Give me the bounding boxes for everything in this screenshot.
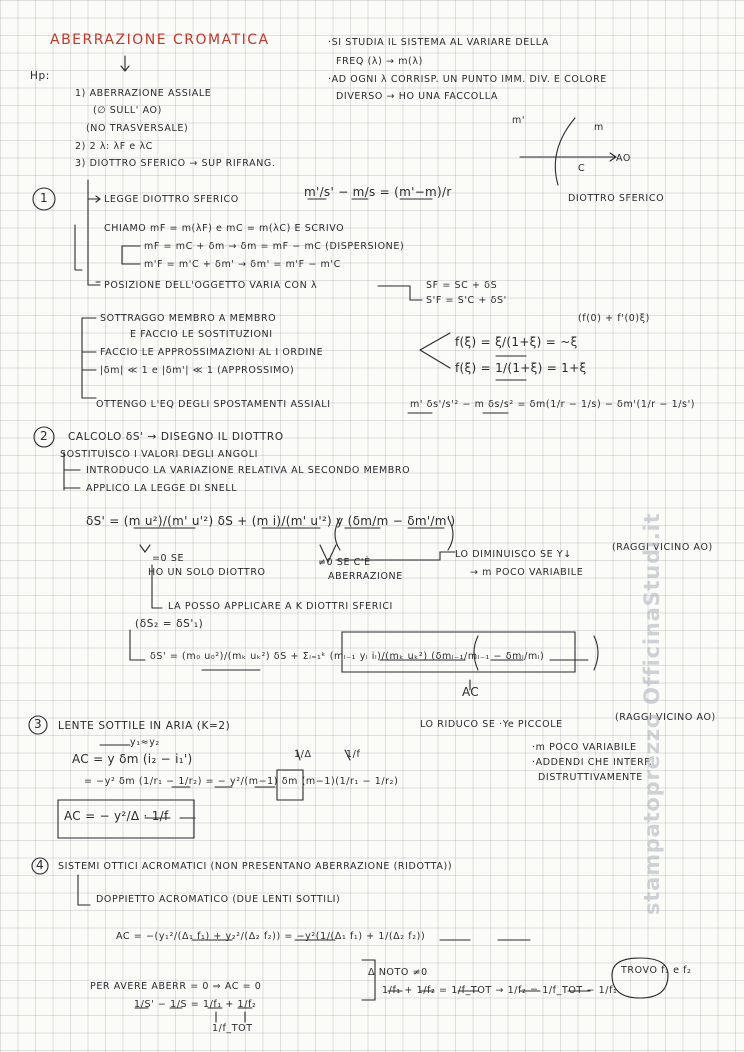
s1-dispersion-2: m'F = m'C + δm' → δm' = m'F − m'C: [144, 259, 341, 270]
hypothesis-3: 3) DIOTTRO SFERICO → SUP RIFRANG.: [75, 158, 276, 169]
s2-m-variable: → m POCO VARIABILE: [470, 567, 584, 578]
s4-condition: PER AVERE ABERR = 0 ⇒ AC = 0: [90, 981, 262, 992]
s2-rays-note: (RAGGI VICINO AO): [612, 542, 713, 553]
intro-line-3: ·AD OGNI λ CORRISP. UN PUNTO IMM. DIV. E COLORE: [328, 74, 607, 85]
diagram-ao: AO: [616, 153, 632, 164]
s1-approx-2: f(ξ) = 1/(1+ξ) = 1+ξ: [455, 361, 587, 375]
s3-frac-1: 1/Δ: [294, 749, 312, 760]
s4-trovo: TROVO f₁ e f₂: [621, 965, 692, 976]
s4-ftot: 1/f_TOT: [212, 1023, 253, 1034]
s3-bullet-1: ·m POCO VARIABILE: [532, 742, 637, 753]
diagram-m-prime: m': [512, 115, 526, 126]
s3-result: AC = − y²/Δ · 1/f: [64, 809, 169, 823]
section-1-number: 1: [40, 191, 48, 205]
s3-title: LENTE SOTTILE IN ARIA (K=2): [58, 720, 231, 732]
diagram-c: C: [578, 163, 586, 174]
s1-step-2: E FACCIO LE SOSTITUZIONI: [130, 329, 273, 340]
hypotheses-label: Hp:: [30, 70, 50, 82]
section-4-number: 4: [36, 858, 44, 872]
s1-dispersion-1: mF = mC + δm → δm = mF − mC (DISPERSIONE): [144, 241, 405, 252]
s2-calc: CALCOLO δS' → DISEGNO IL DIOTTRO: [68, 431, 284, 443]
page-title: ABERRAZIONE CROMATICA: [50, 32, 270, 48]
diagram-m: m: [594, 122, 604, 133]
s2-zero-if: =0 SE: [152, 553, 185, 564]
s2-introduce: INTRODUCO LA VARIAZIONE RELATIVA AL SECONDO MEMBRO: [86, 465, 411, 476]
s2-reduce: LO DIMINUISCO SE Y↓: [455, 549, 572, 560]
s1-law-equation: m'/s' − m/s = (m'−m)/r: [304, 185, 452, 199]
s1-step-3: FACCIO LE APPROSSIMAZIONI AL I ORDINE: [100, 347, 324, 358]
intro-line-4: DIVERSO → HO UNA FACCOLLA: [336, 91, 498, 102]
s1-law-label: LEGGE DIOTTRO SFERICO: [104, 194, 239, 205]
s3-reduce: LO RIDUCO SE ·Ye PICCOLE: [420, 719, 563, 730]
s1-pos-eq-1: SF = SC + δS: [426, 280, 498, 291]
s1-pos-eq-2: S'F = S'C + δS': [426, 295, 507, 306]
s2-aberration: ABERRAZIONE: [328, 571, 403, 582]
s4-sum: 1/f₁ + 1/f₂ = 1/f_TOT → 1/f₂ = 1/f_TOT − 1/f₁: [382, 985, 618, 996]
section-3-number: 3: [34, 717, 42, 731]
s2-snell: APPLICO LA LEGGE DI SNELL: [86, 483, 238, 494]
s2-equation: δS' = (m u²)/(m' u'²) δS + (m i)/(m' u'²) y (δm/m − δm'/m'): [86, 514, 456, 528]
s4-doublet: DOPPIETTO ACROMATICO (DUE LENTI SOTTILI): [96, 894, 341, 905]
s2-ac-label: AC: [462, 685, 479, 699]
s1-step-4: |δm| ≪ 1 e |δm'| ≪ 1 (APPROSSIMO): [100, 365, 295, 376]
hypothesis-2: 2) 2 λ: λF e λC: [75, 141, 153, 152]
hypothesis-1-note: (∅ SULL' AO): [93, 105, 162, 116]
s2-equation-k: δS' = (m₀ u₀²)/(mₖ uₖ²) δS + Σₗ₌₁ᵏ (mₗ₋₁ yₗ iₗ)/(mₖ uₖ²) (δmₗ₋₁/mₗ₋₁ − δmₗ/mₗ): [150, 651, 545, 662]
hypothesis-1-note-2: (NO TRASVERSALE): [86, 123, 189, 134]
s2-substitute: SOSTITUISCO I VALORI DEGLI ANGOLI: [60, 449, 259, 460]
s1-result-label: OTTENGO L'EQ DEGLI SPOSTAMENTI ASSIALI: [96, 399, 331, 410]
s2-k-dioptres: LA POSSO APPLICARE A K DIOTTRI SFERICI: [168, 601, 393, 612]
s4-title: SISTEMI OTTICI ACROMATICI (NON PRESENTANO ABERRAZIONE (RIDOTTA)): [58, 861, 453, 872]
hypothesis-1: 1) ABERRAZIONE ASSIALE: [75, 88, 212, 99]
s3-reduce-note: (RAGGI VICINO AO): [615, 712, 716, 723]
s4-equation: AC = −(y₁²/(Δ₁ f₁) + y₂²/(Δ₂ f₂)) = −y²(1/(Δ₁ f₁) + 1/(Δ₂ f₂)): [116, 931, 426, 942]
s3-subtitle: y₁≈y₂: [130, 737, 160, 748]
diagram-caption: DIOTTRO SFERICO: [568, 193, 665, 204]
dioptre-curve: [555, 118, 575, 185]
s3-eq-2: = −y² δm (1/r₁ − 1/r₂) = − y²/(m−1) δm (m−1)(1/r₁ − 1/r₂): [84, 776, 399, 787]
s1-position: POSIZIONE DELL'OGGETTO VARIA CON λ: [104, 280, 318, 291]
s1-step-1: SOTTRAGGO MEMBRO A MEMBRO: [100, 313, 277, 324]
s1-approx-1: f(ξ) = ξ/(1+ξ) = ~ξ: [455, 335, 578, 349]
s3-bullet-3: DISTRUTTIVAMENTE: [538, 772, 643, 783]
intro-line-2: FREQ (λ) → m(λ): [336, 56, 423, 67]
s1-taylor: (f(0) + f'(0)ξ): [578, 313, 650, 324]
s2-nonzero: ≠0 SE C'È: [318, 557, 371, 568]
s3-bullet-2: ·ADDENDI CHE INTERF.: [532, 757, 653, 768]
section-2-number: 2: [40, 429, 48, 443]
s3-frac-2: 1/f: [346, 749, 361, 760]
s3-eq-1: AC = y δm (i₂ − i₁'): [72, 752, 193, 766]
s1-result-equation: m' δs'/s'² − m δs/s² = δm(1/r − 1/s) − δm'(1/r − 1/s'): [410, 399, 696, 410]
intro-line-1: ·SI STUDIA IL SISTEMA AL VARIARE DELLA: [328, 37, 549, 48]
s4-delta-known: Δ NOTO ≠0: [368, 967, 428, 978]
watermark: stampatoprezzo OfficinaStudi.it: [640, 512, 664, 915]
s2-ds2: (δS₂ = δS'₁): [135, 618, 204, 630]
s1-chiamo: CHIAMO mF = m(λF) e mC = m(λC) E SCRIVO: [104, 223, 345, 234]
s2-one-dioptre: HO UN SOLO DIOTTRO: [148, 567, 266, 578]
s4-final: 1/S' − 1/S = 1/f₁ + 1/f₂: [134, 999, 257, 1010]
